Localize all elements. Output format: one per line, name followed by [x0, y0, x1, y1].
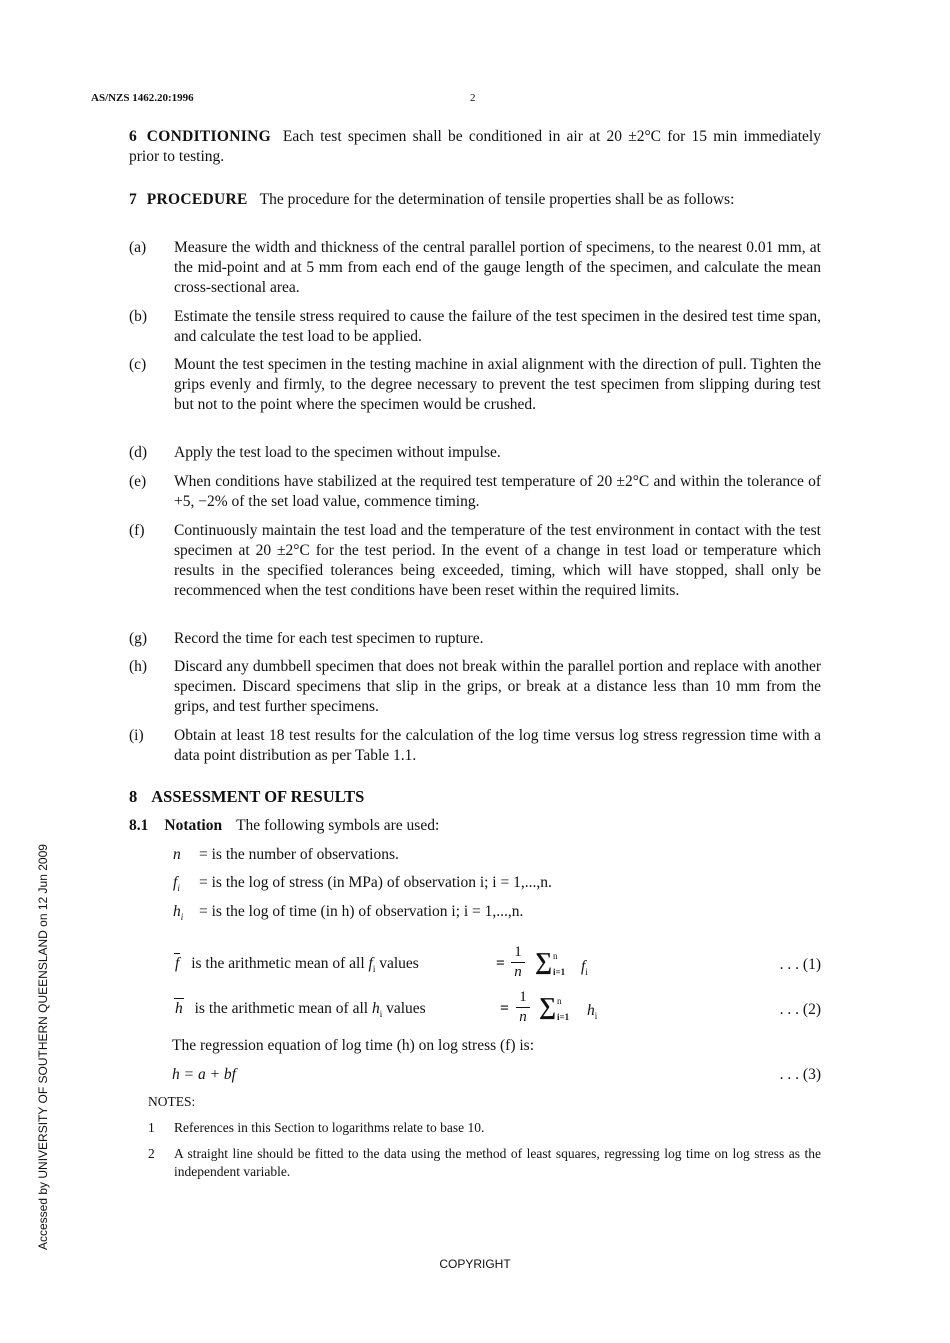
symbol-text: = is the number of observations. [199, 846, 399, 863]
clause-6 [129, 127, 821, 167]
regression-text: The regression equation of log time (h) on log stress (f) is: [172, 1037, 535, 1054]
subsection-number: 8.1 [129, 817, 149, 834]
sum-term: $h_i$ [587, 1002, 598, 1022]
sigma-symbol: ∑ [539, 994, 557, 1020]
note-label: 2 [148, 1146, 155, 1161]
symbol-row [173, 903, 793, 923]
symbol-row [173, 874, 793, 894]
equals-sign: = [496, 955, 505, 972]
sum-term: $f_i$ [581, 958, 588, 978]
fraction: 1 n [511, 944, 525, 981]
equation-number: . . . (3) [779, 1066, 821, 1083]
equation-number: . . . (1) [779, 956, 821, 973]
equation-1-lhs: f is the arithmetic mean of all $f_i$ values [175, 955, 419, 975]
item-label: (c) [129, 356, 147, 373]
section-heading [129, 787, 364, 807]
item-text: Estimate the tensile stress required to cause the failure of the test specimen in the desired test time span, and calculate the test load to be applied. [174, 308, 821, 345]
item-text: Mount the test specimen in the testing machine in axial alignment with the direction of pull. Tighten the grips evenly and firmly, to the degree necessary to prevent the test specimen from slipping during test but not to the point where the specimen would be crushed. [174, 356, 821, 413]
section-number: 8 [129, 787, 138, 806]
sum-lower: i=1 [553, 967, 566, 977]
symbol-var: $h_i$ [173, 903, 184, 923]
item-text: Continuously maintain the test load and the temperature of the test environment in contact with the test specimen at 20 ±2°C for the test period. In the event of a change in test load or temperature which results in the specified tolerances being exceeded, timing, which will have stopped, shall only be recommenced when the test conditions have been reset within the required limits. [174, 522, 821, 599]
sum-lower: i=1 [557, 1012, 570, 1022]
page-number: 2 [470, 92, 476, 104]
clause-heading: CONDITIONING [146, 128, 271, 145]
sum-upper: n [553, 951, 558, 961]
fraction: 1 n [516, 989, 530, 1026]
clause-text: Each test specimen shall be conditioned in air at 20 ±2°C for 15 min immediately prior to testing. [129, 128, 821, 165]
item-label: (i) [129, 727, 144, 744]
item-label: (f) [129, 522, 145, 539]
item-label: (h) [129, 658, 148, 675]
equation-2-lhs: h is the arithmetic mean of all $h_i$ values [175, 1000, 426, 1020]
subsection-notation [129, 817, 439, 835]
item-text: Apply the test load to the specimen without impulse. [174, 444, 501, 461]
item-text: Obtain at least 18 test results for the calculation of the log time versus log stress regression time with a data point distribution as per Table 1.1. [174, 727, 821, 764]
item-text: Measure the width and thickness of the central parallel portion of specimens, to the nearest 0.01 mm, at the mid-point and at 5 mm from each end of the gauge length of the specimen, and calculate the mean cross-sectional area. [174, 239, 821, 296]
access-watermark: Accessed by UNIVERSITY OF SOUTHERN QUEENSLAND on 12 Jun 2009 [36, 844, 50, 1250]
clause-number: 7 [129, 191, 137, 208]
subsection-heading: Notation [164, 817, 223, 834]
symbol-text: = is the log of stress (in MPa) of observation i; i = 1,...,n. [199, 874, 552, 891]
symbol-row [173, 846, 793, 866]
note-text: A straight line should be fitted to the data using the method of least squares, regressing log time on log stress as the independent variable. [174, 1146, 821, 1179]
sigma-symbol: ∑ [535, 949, 553, 975]
item-label: (d) [129, 444, 148, 461]
item-text: Record the time for each test specimen to rupture. [174, 630, 484, 647]
symbol-var: n [173, 846, 181, 863]
item-text: When conditions have stabilized at the required test temperature of 20 ±2°C and within the tolerance of +5, −2% of the set load value, commence timing. [174, 473, 821, 510]
item-label: (a) [129, 239, 147, 256]
item-label: (e) [129, 473, 147, 490]
note-text: References in this Section to logarithms relate to base 10. [174, 1120, 485, 1135]
note-label: 1 [148, 1120, 155, 1135]
item-label: (b) [129, 308, 148, 325]
clause-heading: PROCEDURE [146, 191, 248, 208]
standard-number: AS/NZS 1462.20:1996 [91, 92, 194, 104]
clause-7 [129, 190, 821, 210]
clause-number: 6 [129, 128, 137, 145]
item-label: (g) [129, 630, 148, 647]
symbol-text: = is the log of time (in h) of observation i; i = 1,...,n. [199, 903, 524, 920]
copyright-footer: COPYRIGHT [439, 1257, 511, 1271]
notes-heading: NOTES: [148, 1094, 196, 1109]
mean-f-symbol: f [175, 955, 180, 972]
equals-sign: = [500, 1000, 509, 1017]
clause-text: The procedure for the determination of tensile properties shall be as follows: [259, 191, 735, 208]
equation-number: . . . (2) [779, 1001, 821, 1018]
mean-h-symbol: h [175, 1000, 183, 1017]
section-title: ASSESSMENT OF RESULTS [151, 787, 365, 806]
item-text: Discard any dumbbell specimen that does not break within the parallel portion and replace with another specimen. Discard specimens that slip in the grips, or break at a distance less than 10 mm from the grips, and test further specimens. [174, 658, 821, 715]
regression-equation: h = a + bf [172, 1066, 236, 1083]
sum-upper: n [557, 996, 562, 1006]
symbol-var: $f_i$ [173, 874, 180, 894]
subsection-text: The following symbols are used: [236, 817, 440, 834]
